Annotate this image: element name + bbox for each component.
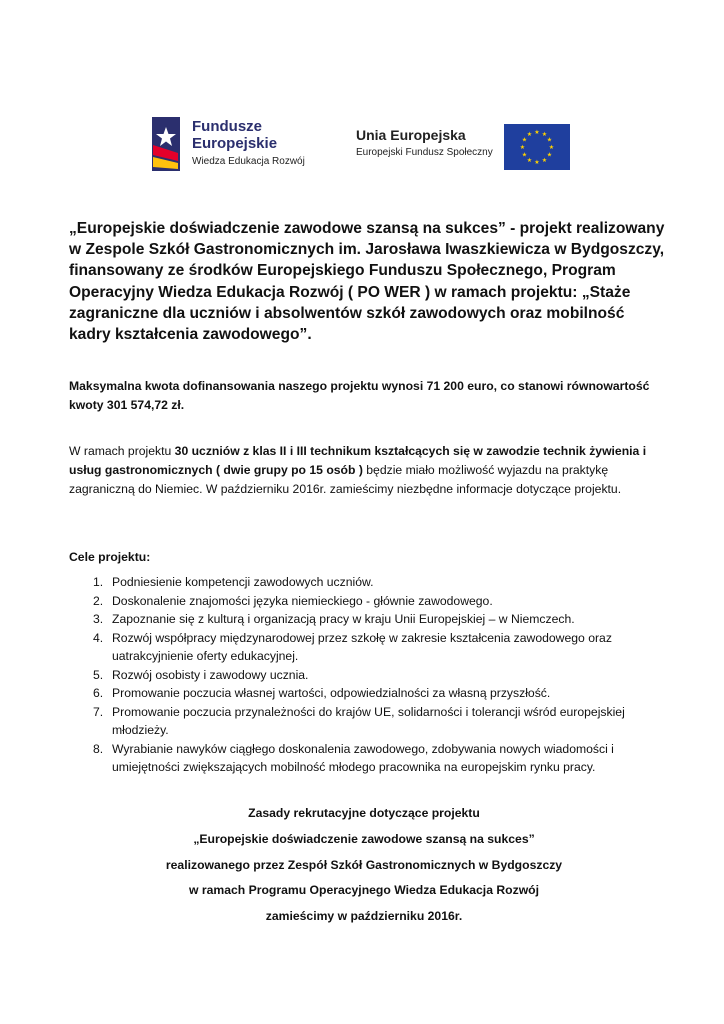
fe-logo-line2: Europejskie [192,135,278,152]
goal-item: 4. Rozwój współpracy międzynarodowej przez szkołę w zakresie kształcenia zawodowego oraz uatrakcyjnienie oferty edukacyjnej. [93,630,612,663]
recruitment-line: „Europejskie doświadczenie zawodowe szansą na sukces” [193,831,535,846]
unia-europejska-logo [356,124,576,174]
svg-text:★: ★ [534,159,540,166]
goal-item: 5. Rozwój osobisty i zawodowy ucznia. [93,667,309,682]
eu-flag-icon [504,124,570,170]
recruitment-line: zamieścimy w październiku 2016r. [265,909,463,924]
goal-item: 2. Doskonalenie znajomości języka niemieckiego - głównie zawodowego. [93,593,493,608]
scope-intro: W ramach projektu [69,444,175,458]
logo-header [0,110,724,180]
svg-text:★: ★ [526,131,533,138]
fundusze-europejskie-mark [150,115,184,175]
goal-item: 6. Promowanie poczucia własnej wartości, odpowiedzialności za własną przyszłość. [93,686,551,700]
ue-logo-text [356,128,493,158]
goals-list [69,573,664,777]
fe-logo-text [192,119,305,167]
svg-text:★: ★ [519,144,526,151]
recruitment-notice [69,804,659,933]
recruitment-line: realizowanego przez Zespół Szkół Gastronomicznych w Bydgoszczy [165,857,563,872]
svg-text:★: ★ [521,151,528,159]
fe-logo-line3: Wiedza Edukacja Rozwój [192,156,305,167]
svg-text:★: ★ [521,136,528,144]
scope-details: będzie miało możliwość wyjazdu na praktykę zagraniczną do Niemiec. W październiku 2016r. zamieścimy niezbędne informacje dotyczące projektu. [69,463,622,496]
svg-text:★: ★ [546,136,553,144]
goals-heading: Cele projektu: [69,550,151,564]
goal-item: 8. Wyrabianie nawyków ciągłego doskonalenia zawodowego, zdobywania nowych wiadomości i umiejętności zwiększających mobilność młodego pracownika na europejskim rynku pracy. [93,741,614,774]
goal-item: 3. Zapoznanie się z kulturą i organizacją pracy w kraju Unii Europejskiej – w Niemczech. [93,612,575,626]
goal-item: 1. Podniesienie kompetencji zawodowych uczniów. [93,575,374,589]
ue-logo-line1: Unia Europejska [356,127,466,143]
recruitment-line: Zasady rekrutacyjne dotyczące projektu [248,806,480,820]
svg-text:★: ★ [526,157,533,164]
svg-text:★: ★ [541,131,548,138]
svg-text:★: ★ [546,151,553,159]
fe-logo-line1: Fundusze [192,118,262,135]
project-title: „Europejskie doświadczenie zawodowe szansą na sukces” - projekt realizowany w Zespole Szkół Gastronomicznych im. Jarosława Iwaszkiewicza w Bydgoszczy, finansowany ze środków Europejskiego Funduszu Społecznego, Program Operacyjny Wiedza Edukacja Rozwój ( PO WER ) w ramach projektu: „Staże zagraniczne dla uczniów i absolwentów szkół zawodowych oraz mobilność kadry kształcenia zawodowego”. [69,220,665,344]
svg-text:★: ★ [541,157,548,164]
ue-logo-line2: Europejski Fundusz Społeczny [356,147,493,158]
funding-amount: Maksymalna kwota dofinansowania naszego projektu wynosi 71 200 euro, co stanowi równowartość kwoty 301 574,72 zł. [69,379,650,412]
scope-participants: 30 uczniów z klas II i III technikum kształcących się w zawodzie technik żywienia i usług gastronomicznych ( dwie grupy po 15 osób ) [69,444,647,477]
recruitment-line: w ramach Programu Operacyjnego Wiedza Edukacja Rozwój [188,883,540,898]
goal-item: 7. Promowanie poczucia przynależności do krajów UE, solidarności i tolerancji wśród europejskiej młodzieży. [93,704,625,737]
fundusze-europejskie-logo [150,115,320,175]
svg-text:★: ★ [548,144,555,151]
project-scope [69,442,659,499]
svg-text:★: ★ [534,129,540,136]
